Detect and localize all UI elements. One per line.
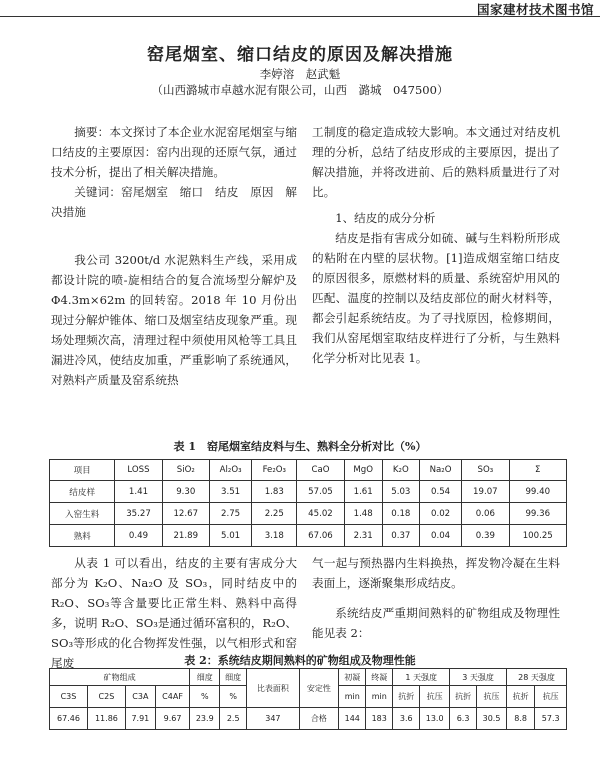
table1-cell: 熟料 bbox=[50, 525, 115, 547]
table2-header-row bbox=[50, 669, 567, 686]
table1-cell: 2.25 bbox=[252, 503, 297, 525]
table1-cell: 3.18 bbox=[252, 525, 297, 547]
table1-cell: 35.27 bbox=[115, 503, 162, 525]
table1-cell: 99.40 bbox=[509, 481, 567, 503]
table2-header-cell: min bbox=[366, 686, 393, 708]
table2-cell: 144 bbox=[339, 708, 366, 730]
table1-header-cell: CaO bbox=[297, 460, 344, 481]
table2-header-cell: 抗压 bbox=[420, 686, 450, 708]
table2-header-cell: 安定性 bbox=[299, 669, 339, 708]
table1-cell: 5.03 bbox=[382, 481, 419, 503]
table2-header-cell: min bbox=[339, 686, 366, 708]
table1-cell: 45.02 bbox=[297, 503, 344, 525]
table1-cell: 21.89 bbox=[162, 525, 209, 547]
table2-cell: 183 bbox=[366, 708, 393, 730]
table2-header-cell: % bbox=[220, 686, 247, 708]
table1-cell: 1.48 bbox=[344, 503, 382, 525]
table2-header-cell: 细度 bbox=[220, 669, 247, 686]
table2-cell: 57.3 bbox=[535, 708, 567, 730]
table2-header-cell: 抗压 bbox=[535, 686, 567, 708]
keywords: 关键词：窑尾烟室 缩口 结皮 原因 解决措施 bbox=[51, 185, 297, 219]
table1-cell: 2.31 bbox=[344, 525, 382, 547]
paper-title: 窑尾烟室、缩口结皮的原因及解决措施 bbox=[147, 45, 453, 65]
table-row bbox=[50, 481, 567, 503]
table2-cell: 347 bbox=[247, 708, 299, 730]
table2-cell: 6.3 bbox=[450, 708, 477, 730]
table1-header-cell: Fe₂O₃ bbox=[252, 460, 297, 481]
abstract: 摘要：本文探讨了本企业水泥窑尾烟室与缩口结皮的主要原因：窑内出现的还原气氛，通过技术分析，提出了相关解决措施。 bbox=[51, 125, 297, 179]
table2-cell: 11.86 bbox=[87, 708, 125, 730]
table1-cell: 0.04 bbox=[419, 525, 461, 547]
table1-cell: 0.49 bbox=[115, 525, 162, 547]
table2-header-cell: 抗压 bbox=[477, 686, 507, 708]
table2-header-cell: C3S bbox=[50, 686, 88, 708]
table1-cell: 19.07 bbox=[462, 481, 509, 503]
header-rule bbox=[0, 16, 600, 17]
table1-cell: 1.83 bbox=[252, 481, 297, 503]
right-column-bottom bbox=[312, 553, 560, 643]
left-column-top bbox=[51, 122, 297, 390]
table2-header-cell: C4AF bbox=[155, 686, 190, 708]
table-row bbox=[50, 708, 567, 730]
table2-cell: 9.67 bbox=[155, 708, 190, 730]
section-1-heading: 1、结皮的成分分析 bbox=[335, 211, 436, 225]
table2-header-cell: 初凝 bbox=[339, 669, 366, 686]
table2-cell: 8.8 bbox=[506, 708, 534, 730]
table-row bbox=[50, 503, 567, 525]
table2-header-cell: 抗折 bbox=[506, 686, 534, 708]
table1-cell: 57.05 bbox=[297, 481, 344, 503]
intro-paragraph: 我公司 3200t/d 水泥熟料生产线，采用成都设计院的喷-旋相结合的复合流场型分解炉及Φ4.3m×62m 的回转窑。2018 年 10 月份出现过分解炉锥体、缩口及烟室结皮现象严重。现场处理频次高，清理过程中须使用风枪等工具且漏进冷风，使结皮加重，严重影响了系统通风，对熟料产质量及窑系统热 bbox=[51, 253, 297, 387]
table1-cell: 0.02 bbox=[419, 503, 461, 525]
table2-cell: 7.91 bbox=[125, 708, 155, 730]
table1-cell: 2.75 bbox=[209, 503, 251, 525]
affiliation: （山西潞城市卓越水泥有限公司，山西 潞城 047500） bbox=[151, 83, 449, 97]
table1-discussion: 从表 1 可以看出，结皮的主要有害成分大部分为 K₂O、Na₂O 及 SO₃，同时结皮中的 R₂O、SO₃等含量要比正常生料、熟料中高得多，说明 R₂O、SO₃是通过循环富积的，R₂O、SO₃等形成的化合物挥发性强，以气相形式和窑尾废 bbox=[51, 556, 297, 670]
table2-header-cell: C3A bbox=[125, 686, 155, 708]
right-column-top bbox=[312, 122, 560, 368]
table1-header-cell: LOSS bbox=[115, 460, 162, 481]
table2-header-cell: 矿物组成 bbox=[50, 669, 190, 686]
table2-header-cell: C2S bbox=[87, 686, 125, 708]
table1-header-row bbox=[50, 460, 567, 481]
table2 bbox=[49, 668, 567, 730]
table1-cell: 1.41 bbox=[115, 481, 162, 503]
table1-header-cell: Σ bbox=[509, 460, 567, 481]
authors: 李婷溶 赵武魁 bbox=[259, 67, 341, 81]
table2-header-cell: 抗折 bbox=[450, 686, 477, 708]
table2-cell: 3.6 bbox=[393, 708, 420, 730]
table1-cell: 0.06 bbox=[462, 503, 509, 525]
table2-cell: 30.5 bbox=[477, 708, 507, 730]
table2-caption: 表 2：系统结皮期间熟料的矿物组成及物理性能 bbox=[184, 654, 416, 667]
table1-cell: 3.51 bbox=[209, 481, 251, 503]
table-row bbox=[50, 525, 567, 547]
table2-header-cell: 3 天强度 bbox=[450, 669, 507, 686]
table1-cell: 0.39 bbox=[462, 525, 509, 547]
table2-header-cell: 28 天强度 bbox=[506, 669, 566, 686]
table2-cell: 2.5 bbox=[220, 708, 247, 730]
table1-header-cell: SO₃ bbox=[462, 460, 509, 481]
table1-cell: 1.61 bbox=[344, 481, 382, 503]
table1-header-cell: SiO₂ bbox=[162, 460, 209, 481]
table2-header-cell: 终凝 bbox=[366, 669, 393, 686]
table1-cell: 9.30 bbox=[162, 481, 209, 503]
table2-intro: 系统结皮严重期间熟料的矿物组成及物理性能见表 2： bbox=[312, 606, 560, 640]
table1-header-cell: MgO bbox=[344, 460, 382, 481]
table1-discussion-cont: 气一起与预热器内生料换热，挥发物冷凝在生料表面上，逐渐聚集形成结皮。 bbox=[312, 556, 560, 590]
table2-header-cell: 1 天强度 bbox=[393, 669, 450, 686]
table1-header-cell: K₂O bbox=[382, 460, 419, 481]
table2-header-cell: 比表面积 bbox=[247, 669, 299, 708]
table1-cell: 入窑生料 bbox=[50, 503, 115, 525]
intro-continuation: 工制度的稳定造成较大影响。本文通过对结皮机理的分析，总结了结皮形成的主要原因，提出了解决措施，并将改进前、后的熟料质量进行了对比。 bbox=[312, 125, 560, 199]
table2-header-cell: % bbox=[190, 686, 220, 708]
table2-cell: 13.0 bbox=[420, 708, 450, 730]
table2-cell: 23.9 bbox=[190, 708, 220, 730]
table1-cell: 67.06 bbox=[297, 525, 344, 547]
table1-cell: 结皮样 bbox=[50, 481, 115, 503]
table1-cell: 0.18 bbox=[382, 503, 419, 525]
table1-header-cell: Na₂O bbox=[419, 460, 461, 481]
table2-cell: 合格 bbox=[299, 708, 339, 730]
table2-header-cell: 细度 bbox=[190, 669, 220, 686]
table1-cell: 0.54 bbox=[419, 481, 461, 503]
table1-cell: 100.25 bbox=[509, 525, 567, 547]
table1-header-cell: 项目 bbox=[50, 460, 115, 481]
table1-header-cell: Al₂O₃ bbox=[209, 460, 251, 481]
table1 bbox=[49, 459, 567, 547]
table2-cell: 67.46 bbox=[50, 708, 88, 730]
table1-cell: 99.36 bbox=[509, 503, 567, 525]
table1-cell: 12.67 bbox=[162, 503, 209, 525]
journal-name: 国家建材技术图书馆 bbox=[476, 2, 594, 17]
section-1-text: 结皮是指有害成分如硫、碱与生料粉所形成的粘附在内壁的层状物。[1]造成烟室缩口结皮的原因很多，原燃材料的质量、系统窑炉用风的匹配、温度的控制以及结皮部位的耐火材料等，都会引起系统结皮。为了寻找原因，检修期间，我们从窑尾烟室取结皮样进行了分析，与生熟料化学分析对比见表 1。 bbox=[312, 231, 560, 365]
table1-caption: 表 1 窑尾烟室结皮料与生、熟料全分析对比（%） bbox=[173, 440, 427, 453]
table1-cell: 5.01 bbox=[209, 525, 251, 547]
table1-cell: 0.37 bbox=[382, 525, 419, 547]
table2-header-cell: 抗折 bbox=[393, 686, 420, 708]
